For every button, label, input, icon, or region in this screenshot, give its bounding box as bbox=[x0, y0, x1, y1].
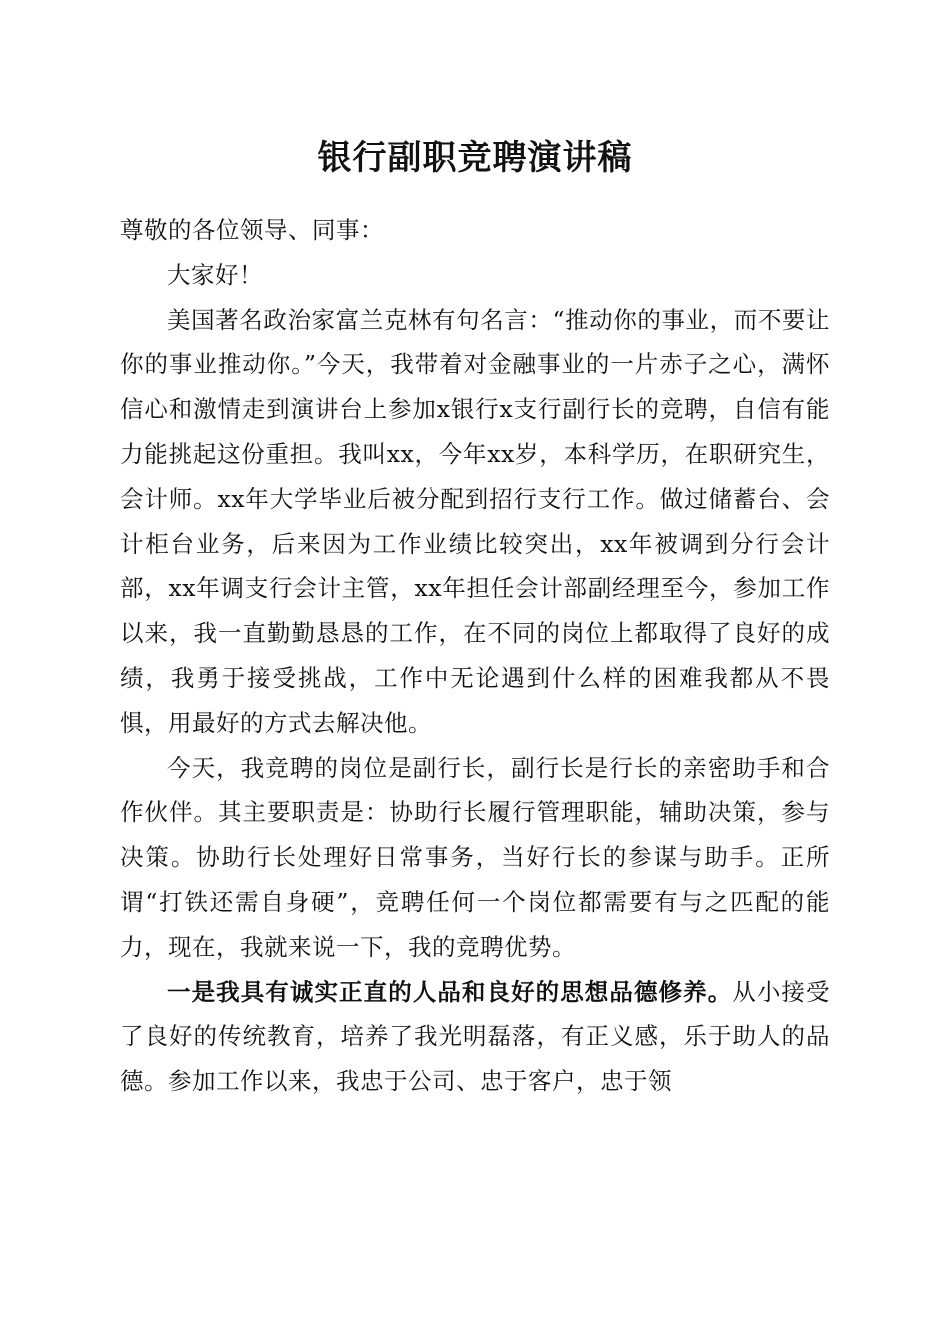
point-1-text: 从小接受了良好的传统教育，培养了我光明磊落，有正义感，乐于助人的品德。参加工作以来，我忠于公司、忠于客户，忠于领 bbox=[120, 977, 831, 1096]
paragraph-position: 今天，我竞聘的岗位是副行长，副行长是行长的亲密助手和合作伙伴。其主要职责是：协助行长履行管理职能，辅助决策，参与决策。协助行长处理好日常事务，当好行长的参谋与助手。正所谓“打铁还需自身硬”，竞聘任何一个岗位都需要有与之匹配的能力，现在，我就来说一下，我的竞聘优势。 bbox=[120, 753, 830, 961]
paragraph-point-1 bbox=[120, 970, 830, 1104]
paragraph-intro: 美国著名政治家富兰克林有句名言：“推动你的事业，而不要让你的事业推动你。”今天，我带着对金融事业的一片赤子之心，满怀信心和激情走到演讲台上参加x银行x支行副行长的竞聘，自信有能力能挑起这份重担。我叫xx，今年xx岁，本科学历，在职研究生，会计师。xx年大学毕业后被分配到招行支行工作。做过储蓄台、会计柜台业务，后来因为工作业绩比较突出，xx年被调到分行会计部，xx年调支行会计主管，xx年担任会计部副经理至今，参加工作以来，我一直勤勤恳恳的工作，在不同的岗位上都取得了良好的成绩，我勇于接受挑战，工作中无论遇到什么样的困难我都从不畏惧，用最好的方式去解决他。 bbox=[120, 305, 830, 737]
salutation: 尊敬的各位领导、同事： bbox=[120, 216, 384, 244]
greeting: 大家好！ bbox=[167, 260, 263, 289]
document-body bbox=[120, 208, 830, 1104]
document-title: 银行副职竞聘演讲稿 bbox=[317, 138, 633, 178]
point-1-lead: 一是我具有诚实正直的人品和良好的思想品德修养。 bbox=[167, 977, 733, 1006]
